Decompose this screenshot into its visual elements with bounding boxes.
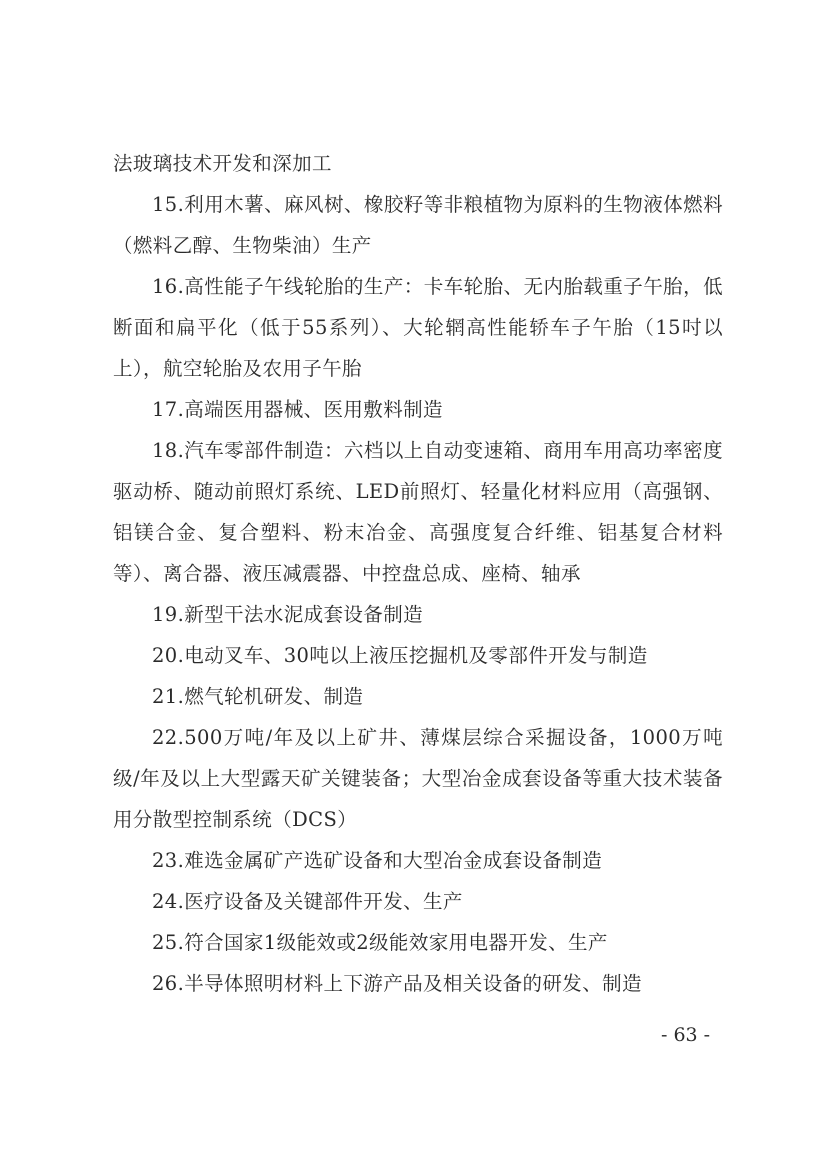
list-item-25: 25.符合国家1级能效或2级能效家用电器开发、生产: [152, 931, 608, 954]
list-item-23: 23.难选金属矿产选矿设备和大型冶金成套设备制造: [152, 849, 603, 872]
list-item-22: 22.500万吨/年及以上矿井、薄煤层综合采掘设备，1000万吨级/年及以上大型露天矿关键装备；大型冶金成套设备等重大技术装备用分散型控制系统（DCS）: [113, 726, 723, 831]
paragraph-continuation: 法玻璃技术开发和深加工: [113, 152, 332, 175]
document-body: [113, 143, 723, 1004]
list-item-17: 17.高端医用器械、医用敷料制造: [152, 398, 443, 421]
list-item-20: 20.电动叉车、30吨以上液压挖掘机及零部件开发与制造: [152, 644, 648, 667]
list-item-19: 19.新型干法水泥成套设备制造: [152, 603, 424, 626]
page-number: - 63 -: [661, 1024, 711, 1046]
list-item-18: 18.汽车零部件制造：六档以上自动变速箱、商用车用高功率密度驱动桥、随动前照灯系统、LED前照灯、轻量化材料应用（高强钢、铝镁合金、复合塑料、粉末冶金、高强度复合纤维、铝基复合材料等）、离合器、液压减震器、中控盘总成、座椅、轴承: [113, 439, 723, 585]
list-item-15: 15.利用木薯、麻风树、橡胶籽等非粮植物为原料的生物液体燃料（燃料乙醇、生物柴油）生产: [113, 193, 723, 257]
list-item-21: 21.燃气轮机研发、制造: [152, 685, 364, 708]
list-item-26: 26.半导体照明材料上下游产品及相关设备的研发、制造: [152, 972, 642, 995]
list-item-24: 24.医疗设备及关键部件开发、生产: [152, 890, 463, 913]
list-item-16: 16.高性能子午线轮胎的生产：卡车轮胎、无内胎载重子午胎，低断面和扁平化（低于55系列）、大轮辋高性能轿车子午胎（15吋以上），航空轮胎及农用子午胎: [113, 275, 723, 380]
